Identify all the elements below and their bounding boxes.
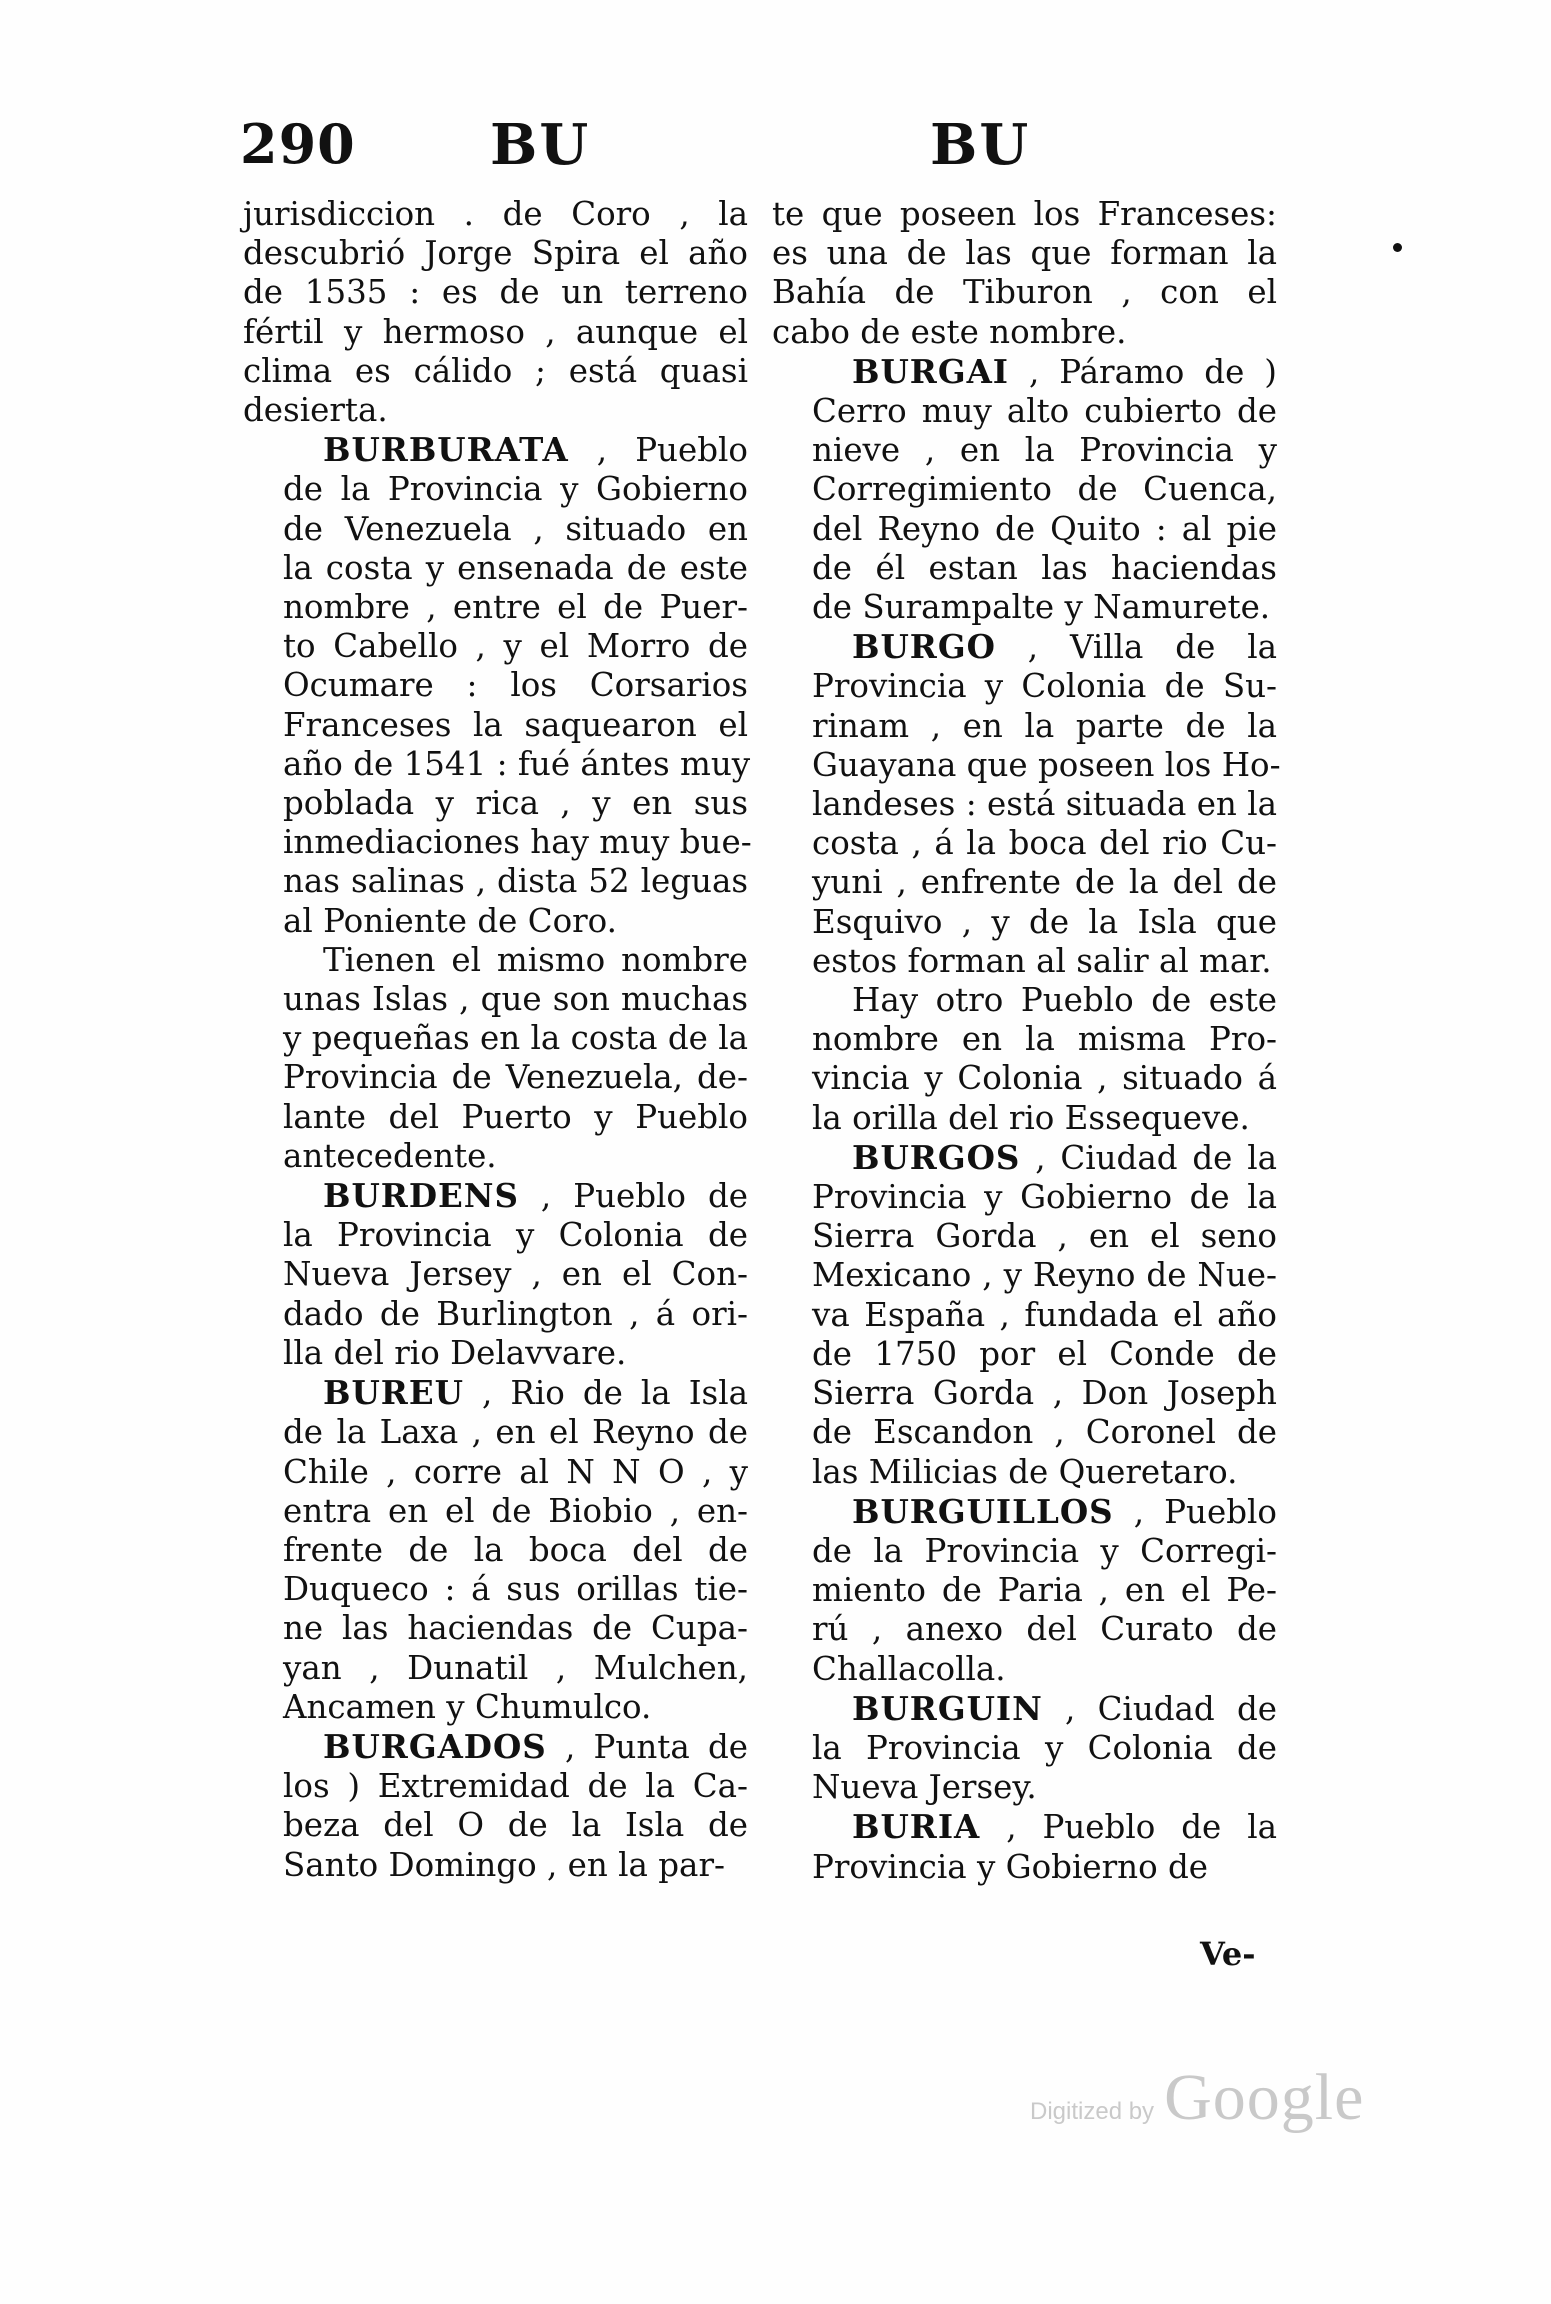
- line-text: Nueva Jersey , en el Con-: [283, 1255, 748, 1294]
- line-text: de 1535 : es de un terreno: [243, 273, 748, 312]
- text-line: [243, 510, 748, 549]
- text-line: [772, 942, 1277, 981]
- line-text: Chile , corre al N N O , y: [283, 1452, 748, 1491]
- text-line: [772, 1059, 1277, 1098]
- text-line: [243, 1609, 748, 1648]
- text-line: [243, 744, 751, 784]
- line-text: , Pueblo: [596, 431, 748, 470]
- text-line: [772, 431, 1277, 470]
- entry-paragraph: [243, 1176, 748, 1373]
- line-text: , Pueblo: [1133, 1492, 1277, 1531]
- text-line: [772, 549, 1277, 588]
- text-line: [243, 470, 748, 509]
- entry-paragraph: [772, 981, 1277, 1138]
- line-text: de la Provincia y Gobierno: [283, 470, 748, 509]
- text-line: [772, 313, 1277, 352]
- line-text: jurisdiccion . de Coro , la: [243, 195, 748, 233]
- line-text: al Poniente de Coro.: [283, 901, 617, 940]
- line-text: y pequeñas en la costa de la: [283, 1019, 748, 1058]
- line-text: landeses : está situada en la: [812, 785, 1277, 824]
- text-line: [243, 1806, 748, 1845]
- text-line: [772, 588, 1277, 627]
- text-line: [772, 785, 1277, 824]
- line-text: miento de Paria , en el Pe-: [812, 1571, 1277, 1610]
- line-text: , Pueblo de: [540, 1177, 748, 1216]
- text-line: [772, 1335, 1277, 1374]
- right-column: [772, 195, 1281, 1887]
- line-text: Sierra Gorda , en el seno: [812, 1217, 1277, 1256]
- text-line: [243, 1255, 748, 1294]
- line-text: rinam , en la parte de la: [812, 706, 1277, 745]
- line-text: nas salinas , dista 52 leguas: [283, 862, 748, 901]
- line-text: frente de la boca del de: [283, 1530, 748, 1569]
- text-line: [243, 195, 748, 234]
- text-line: [243, 313, 748, 352]
- text-line: [772, 1768, 1277, 1807]
- margin-dot: [1393, 243, 1402, 252]
- text-line: [772, 1610, 1277, 1649]
- entry-headword: BURGAI: [852, 351, 1009, 391]
- text-line: [243, 627, 748, 666]
- line-text: Franceses la saquearon el: [283, 705, 748, 744]
- line-text: clima es cálido ; está quasi: [243, 351, 748, 390]
- entry-headword: BURDENS: [323, 1176, 519, 1216]
- text-line: [243, 706, 748, 745]
- text-line: [772, 1807, 1277, 1847]
- line-text: , Villa de la: [1027, 628, 1277, 667]
- line-text: antecedente.: [283, 1136, 497, 1175]
- text-line: [243, 1098, 748, 1137]
- text-line: [772, 1650, 1277, 1689]
- line-text: la costa y ensenada de este: [283, 548, 748, 587]
- text-line: [243, 980, 748, 1019]
- line-text: va España , fundada el año: [812, 1295, 1277, 1334]
- digitization-watermark: [1030, 2060, 1364, 2136]
- text-line: [772, 745, 1281, 785]
- text-line: [772, 470, 1277, 509]
- text-line: [772, 1729, 1277, 1768]
- line-text: Sierra Gorda , Don Joseph: [812, 1374, 1277, 1413]
- text-line: [772, 1413, 1277, 1452]
- text-line: [243, 1453, 748, 1492]
- text-line: [243, 1137, 748, 1176]
- line-text: Corregimiento de Cuenca,: [812, 470, 1277, 509]
- line-text: Challacolla.: [812, 1649, 1006, 1688]
- line-text: la Provincia y Colonia de: [812, 1728, 1277, 1767]
- text-line: [772, 1689, 1277, 1729]
- text-line: [243, 352, 748, 391]
- text-line: [772, 824, 1277, 863]
- line-text: año de 1541 : fué ántes muy: [283, 744, 751, 783]
- running-head-left: BU: [490, 112, 591, 178]
- line-text: inmediaciones hay muy bue-: [283, 823, 752, 862]
- line-text: de 1750 por el Conde de: [812, 1334, 1277, 1373]
- text-line: [243, 902, 748, 941]
- line-text: yuni , enfrente de la del de: [812, 863, 1277, 902]
- text-line: [243, 1767, 748, 1806]
- text-line: [772, 1453, 1277, 1492]
- line-text: Esquivo , y de la Isla que: [812, 902, 1277, 941]
- text-line: [772, 1532, 1277, 1571]
- text-line: [243, 234, 748, 273]
- entry-paragraph: [243, 1373, 748, 1727]
- entry-headword: BURBURATA: [323, 430, 569, 470]
- line-text: Provincia y Gobierno de la: [812, 1178, 1277, 1217]
- text-line: [243, 823, 752, 862]
- line-text: la orilla del rio Essequeve.: [812, 1098, 1250, 1137]
- entry-paragraph: [243, 195, 748, 430]
- text-line: [772, 627, 1277, 667]
- line-text: estos forman al salir al mar.: [812, 941, 1272, 980]
- line-text: Tienen el mismo nombre: [323, 940, 748, 979]
- text-line: [772, 510, 1277, 549]
- line-text: Hay otro Pueblo de este: [852, 981, 1277, 1020]
- line-text: beza del O de la Isla de: [283, 1806, 748, 1845]
- line-text: dado de Burlington , á ori-: [283, 1294, 748, 1333]
- entry-headword: BURGOS: [852, 1137, 1021, 1177]
- line-text: rú , anexo del Curato de: [812, 1610, 1277, 1649]
- line-text: Nueva Jersey.: [812, 1768, 1037, 1807]
- text-line: [772, 667, 1277, 706]
- text-line: [243, 1727, 748, 1767]
- line-text: los ) Extremidad de la Ca-: [283, 1767, 748, 1806]
- line-text: , Pueblo de la: [1006, 1808, 1277, 1847]
- text-line: [772, 903, 1277, 942]
- text-line: [772, 1217, 1277, 1256]
- line-text: to Cabello , y el Morro de: [283, 627, 748, 666]
- text-line: [772, 1099, 1277, 1138]
- text-line: [243, 549, 748, 588]
- entry-paragraph: [243, 1727, 748, 1885]
- line-text: descubrió Jorge Spira el año: [243, 234, 748, 273]
- entry-paragraph: [243, 941, 748, 1176]
- text-line: [243, 1334, 748, 1373]
- line-text: las Milicias de Queretaro.: [812, 1452, 1238, 1491]
- entry-headword: BURGO: [852, 627, 996, 667]
- text-line: [772, 1848, 1277, 1887]
- text-line: [243, 391, 748, 430]
- text-line: [243, 1373, 748, 1413]
- line-text: de Escandon , Coronel de: [812, 1413, 1277, 1452]
- line-text: , Páramo de ): [1028, 352, 1277, 391]
- line-text: nombre en la misma Pro-: [812, 1020, 1277, 1059]
- entry-paragraph: [772, 1807, 1277, 1886]
- line-text: , Rio de la Isla: [481, 1374, 748, 1413]
- line-text: Provincia y Colonia de Su-: [812, 667, 1277, 706]
- line-text: ne las haciendas de Cupa-: [283, 1609, 748, 1648]
- text-line: [243, 666, 748, 705]
- line-text: Provincia y Gobierno de: [812, 1847, 1209, 1886]
- entry-paragraph: [772, 1138, 1277, 1492]
- line-text: Provincia de Venezuela, de-: [283, 1058, 748, 1097]
- line-text: Duqueco : á sus orillas tie-: [283, 1570, 748, 1609]
- entry-paragraph: [243, 430, 752, 941]
- entry-paragraph: [772, 1492, 1277, 1689]
- text-line: [772, 1374, 1277, 1413]
- text-line: [243, 1531, 748, 1570]
- line-text: lante del Puerto y Pueblo: [283, 1097, 748, 1136]
- line-text: Guayana que poseen los Ho-: [812, 745, 1281, 784]
- line-text: , Ciudad de: [1065, 1689, 1277, 1728]
- line-text: Santo Domingo , en la par-: [283, 1845, 725, 1884]
- line-text: entra en el de Biobio , en-: [283, 1491, 748, 1530]
- line-text: nombre , entre el de Puer-: [283, 588, 748, 627]
- text-line: [243, 1570, 748, 1609]
- text-line: [772, 1178, 1277, 1217]
- text-line: [772, 981, 1277, 1020]
- line-text: , Ciudad de la: [1035, 1138, 1277, 1177]
- entry-headword: BUREU: [323, 1373, 464, 1413]
- text-line: [243, 273, 748, 312]
- line-text: de la Provincia y Corregi-: [812, 1531, 1277, 1570]
- line-text: la Provincia y Colonia de: [283, 1216, 748, 1255]
- text-line: [243, 430, 748, 470]
- line-text: cabo de este nombre.: [772, 312, 1127, 351]
- line-text: de Venezuela , situado en: [283, 509, 748, 548]
- text-line: [243, 1846, 748, 1885]
- line-text: de Surampalte y Namurete.: [812, 588, 1271, 627]
- text-line: [243, 1413, 748, 1452]
- text-line: [772, 392, 1277, 431]
- text-line: [243, 1295, 748, 1334]
- line-text: Bahía de Tiburon , con el: [772, 273, 1277, 312]
- entry-paragraph: [772, 352, 1277, 627]
- line-text: nieve , en la Provincia y: [812, 431, 1277, 470]
- line-text: , Punta de: [565, 1727, 748, 1766]
- entry-paragraph: [772, 195, 1277, 352]
- line-text: te que poseen los Franceses:: [772, 195, 1277, 233]
- text-line: [243, 784, 748, 823]
- text-line: [243, 1019, 748, 1058]
- line-text: poblada y rica , y en sus: [283, 784, 748, 823]
- line-text: lla del rio Delavvare.: [283, 1333, 627, 1372]
- page-number: 290: [240, 112, 356, 176]
- line-text: vincia y Colonia , situado á: [812, 1059, 1277, 1098]
- line-text: fértil y hermoso , aunque el: [243, 312, 748, 351]
- text-line: [243, 941, 748, 980]
- page-header: [240, 112, 1300, 192]
- catchword: Ve-: [1200, 1935, 1256, 1973]
- text-line: [243, 1058, 748, 1097]
- entry-paragraph: [772, 1689, 1277, 1808]
- entry-headword: BURGUIN: [852, 1688, 1043, 1728]
- line-text: del Reyno de Quito : al pie: [812, 509, 1277, 548]
- line-text: unas Islas , que son muchas: [283, 980, 748, 1019]
- text-line: [243, 862, 748, 901]
- line-text: de la Laxa , en el Reyno de: [283, 1413, 748, 1452]
- text-line: [772, 1296, 1277, 1335]
- running-head-right: BU: [930, 112, 1031, 178]
- text-line: [772, 195, 1277, 234]
- text-line: [243, 1176, 748, 1216]
- line-text: Ancamen y Chumulco.: [283, 1687, 652, 1726]
- text-line: [772, 352, 1277, 392]
- text-line: [772, 1571, 1277, 1610]
- entry-paragraph: [772, 627, 1281, 981]
- text-line: [243, 1492, 748, 1531]
- text-line: [243, 1216, 748, 1255]
- line-text: Cerro muy alto cubierto de: [812, 392, 1277, 431]
- entry-headword: BURGADOS: [323, 1726, 547, 1766]
- entry-headword: BURIA: [852, 1807, 981, 1847]
- watermark-prefix: Digitized by: [1030, 2098, 1155, 2125]
- text-line: [772, 273, 1277, 312]
- text-line: [772, 1138, 1277, 1178]
- line-text: yan , Dunatil , Mulchen,: [283, 1648, 748, 1687]
- text-line: [243, 588, 748, 627]
- text-line: [772, 707, 1277, 746]
- line-text: Mexicano , y Reyno de Nue-: [812, 1256, 1277, 1295]
- line-text: es una de las que forman la: [772, 234, 1277, 273]
- text-line: [772, 234, 1277, 273]
- text-line: [243, 1688, 748, 1727]
- text-line: [772, 1256, 1277, 1295]
- text-line: [772, 863, 1277, 902]
- text-line: [772, 1492, 1277, 1532]
- line-text: desierta.: [243, 391, 388, 430]
- line-text: de él estan las haciendas: [812, 548, 1277, 587]
- left-column: [243, 195, 752, 1885]
- text-line: [772, 1020, 1277, 1059]
- text-line: [243, 1649, 748, 1688]
- line-text: costa , á la boca del rio Cu-: [812, 824, 1277, 863]
- google-logo: Google: [1164, 2061, 1365, 2134]
- line-text: Ocumare : los Corsarios: [283, 666, 748, 705]
- entry-headword: BURGUILLOS: [852, 1491, 1114, 1531]
